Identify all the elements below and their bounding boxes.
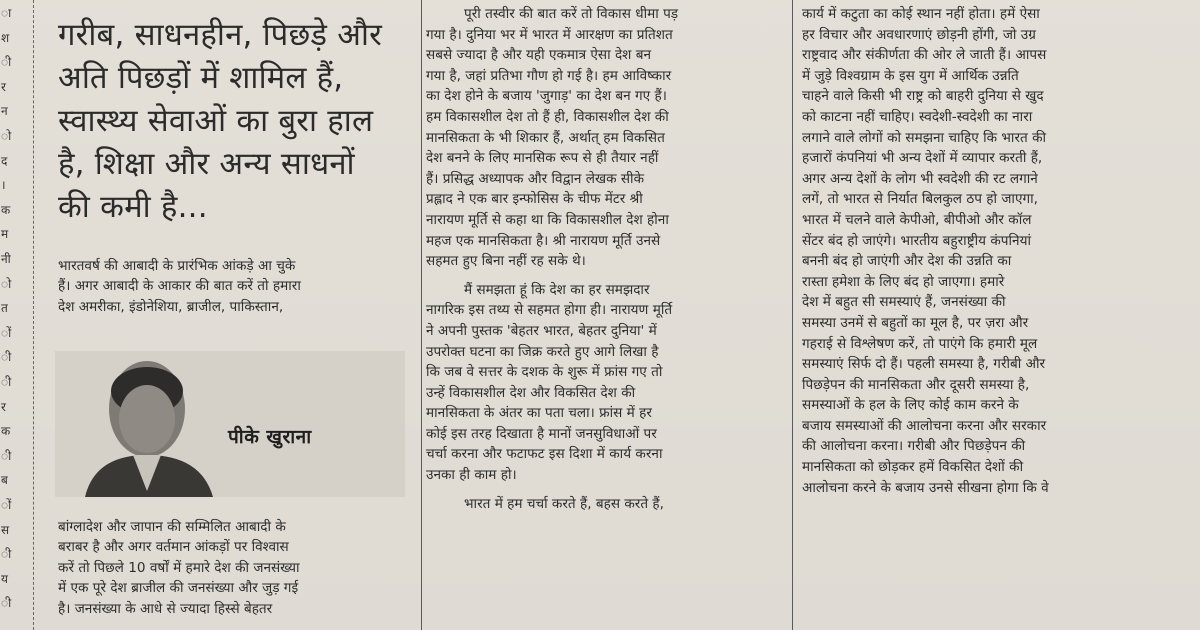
article-line: उपरोक्त घटना का जिक्र करते हुए आगे लिखा है — [426, 343, 659, 360]
article-line: ने अपनी पुस्तक 'बेहतर भारत, बेहतर दुनिया' में — [426, 322, 657, 339]
margin-char: य — [1, 571, 8, 586]
article-line: मानसिकता के भी शिकार हैं, अर्थात् हम विकसित — [426, 129, 665, 146]
article-line: भारत में हम चर्चा करते हैं, बहस करते हैं, — [464, 495, 664, 512]
margin-char: त — [1, 301, 8, 316]
margin-char: । — [1, 178, 6, 193]
article-line: में एक पूरे देश ब्राजील की जनसंख्या और जुड़ गई — [58, 580, 299, 597]
article-line: बराबर है और अगर वर्तमान आंकड़ों पर विश्वास — [58, 539, 289, 556]
article-column-3 — [802, 4, 1164, 498]
margin-char: न — [1, 104, 8, 119]
article-line: हैं। प्रसिद्ध अध्यापक और विद्वान लेखक सीके — [426, 170, 645, 187]
article-line: देश बनने के लिए मानसिक रूप से ही तैयार नहीं — [426, 150, 659, 167]
paragraph — [426, 4, 784, 272]
column-divider — [792, 0, 793, 630]
margin-char: ो — [1, 276, 12, 291]
margin-char: ों — [1, 325, 12, 340]
article-line: भारतवर्ष की आबादी के प्रारंभिक आंकड़े आ चुके — [58, 258, 296, 274]
margin-char: म — [1, 227, 9, 242]
margin-char: श — [1, 30, 10, 45]
paragraph — [802, 4, 1164, 498]
article-line: में जुड़े विश्वग्राम के इस युग में आर्थिक उन्नति — [802, 67, 1019, 84]
article-line: हर विचार और अवधारणाएं छोड़नी होंगी, जो उग्र — [802, 26, 1036, 43]
article-line: चर्चा करना और फटाफट इस दिशा में कार्य करना — [426, 446, 663, 463]
article-line: करें तो पिछले 10 वर्षों में हमारे देश की जनसंख्या — [58, 559, 300, 576]
article-column-2 — [426, 4, 784, 514]
margin-char: द — [1, 153, 8, 168]
article-line: उनका ही काम हो। — [426, 467, 517, 484]
column-divider — [421, 0, 422, 630]
article-line: गहराई से विश्लेषण करें, तो पाएंगे कि हमारी मूल — [802, 335, 1038, 352]
margin-char: र — [1, 399, 6, 414]
pull-quote-line: है, शिक्षा और अन्य साधनों — [58, 146, 355, 182]
article-line: देश में बहुत सी समस्याएं हैं, जनसंख्या की — [802, 294, 1006, 311]
margin-char: ी — [1, 350, 12, 365]
article-continuation — [58, 517, 408, 619]
margin-char: ी — [1, 55, 12, 70]
article-line: हजारों कंपनियां भी अन्य देशों में व्यापार करती हैं, — [802, 150, 1043, 167]
margin-char: स — [1, 522, 10, 537]
paragraph — [426, 280, 784, 486]
article-line: को काटना नहीं चाहिए। स्वदेशी-स्वदेशी का नारा — [802, 108, 1033, 125]
article-line: चाहने वाले किसी भी राष्ट्र को बाहरी दुनिया से खुद — [802, 88, 1044, 105]
margin-char: ी — [1, 375, 12, 389]
column-divider — [33, 0, 35, 630]
margin-char: ब — [1, 473, 8, 488]
margin-char: क — [1, 424, 11, 439]
article-line: महज एक मानसिकता है। श्री नारायण मूर्ति उनसे — [426, 232, 661, 249]
article-line: की आलोचना करना। गरीबी और पिछड़ेपन की — [802, 438, 1026, 455]
article-line: बननी बंद हो जाएंगी और देश की उन्नति का — [802, 253, 1012, 270]
article-line: भारत में चलने वाले केपीओ, बीपीओ और कॉल — [802, 211, 1032, 228]
margin-char: नी — [1, 252, 11, 266]
margin-char: ा — [1, 6, 12, 20]
article-line: हम विकासशील देश तो हैं ही, विकासशील देश की — [426, 108, 669, 125]
adjacent-column-fragment — [0, 0, 16, 630]
article-line: बजाय समस्याओं की आलोचना करना और सरकार — [802, 417, 1047, 434]
article-line: लगें, तो भारत से निर्यात बिलकुल ठप हो जाएगा, — [802, 191, 1038, 208]
article-line: गया है। दुनिया भर में भारत में आरक्षण का प्रतिशत — [426, 26, 673, 43]
margin-char: ो — [1, 129, 12, 143]
article-line: नारायण मूर्ति से कहा था कि विकासशील देश होना — [426, 211, 669, 228]
article-line: समस्याएं सिर्फ दो हैं। पहली समस्या है, गरीबी और — [802, 356, 1046, 373]
article-line: सबसे ज्यादा है और यही एकमात्र ऐसा देश बन — [426, 47, 652, 64]
article-line: रास्ता हमेशा के लिए बंद हो जाएगा। हमारे — [802, 273, 1005, 290]
article-intro — [58, 256, 408, 317]
article-line: समस्याओं के हल के लिए कोई काम करने के — [802, 397, 1019, 414]
article-line: अगर अन्य देशों के लोग भी स्वदेशी की रट लगाने — [802, 170, 1038, 187]
article-line: कि जब वे सत्तर के दशक के शुरू में फ्रांस गए तो — [426, 364, 663, 381]
article-line: सहमत हुए बिना नहीं रह सके थे। — [426, 253, 586, 270]
article-line: गया है, जहां प्रतिभा गौण हो गई है। हम आविष्कार — [426, 67, 672, 84]
article-line: कोई इस तरह दिखाता है मानों जनसुविधाओं पर — [426, 425, 657, 442]
pull-quote-line: स्वास्थ्य सेवाओं का बुरा हाल — [58, 103, 374, 139]
article-line: राष्ट्रवाद और संकीर्णता की ओर ले जाती हैं। आपस — [802, 47, 1047, 64]
article-line: पिछड़ेपन की मानसिकता और दूसरी समस्या है, — [802, 376, 1030, 393]
pull-quote-line: अति पिछड़ों में शामिल हैं, — [58, 60, 344, 96]
margin-char: र — [1, 79, 6, 94]
article-line: नागरिक इस तथ्य से सहमत होगा ही। नारायण मूर्ति — [426, 302, 673, 319]
article-line: बांग्लादेश और जापान की सम्मिलित आबादी के — [58, 519, 286, 535]
article-line: प्रह्लाद ने एक बार इन्फोसिस के चीफ मेंटर श्री — [426, 191, 643, 208]
article-line: उन्हें विकासशील देश और विकसित देश की — [426, 384, 636, 401]
article-line: पूरी तस्वीर की बात करें तो विकास धीमा पड़ — [464, 6, 679, 22]
paragraph — [426, 494, 784, 515]
article-line: लगाने वाले लोगों को समझना चाहिए कि भारत की — [802, 129, 1047, 146]
margin-char: ों — [1, 498, 12, 512]
margin-char: ी — [1, 596, 12, 611]
pull-quote-line: गरीब, साधनहीन, पिछड़े और — [58, 17, 383, 53]
article-line: का देश होने के बजाय 'जुगाड़' का देश बन गए हैं। — [426, 88, 667, 105]
article-line: हैं। अगर आबादी के आकार की बात करें तो हमारा — [58, 278, 301, 295]
margin-char: ी — [1, 448, 12, 463]
article-line: है। जनसंख्या के आधे से ज्यादा हिस्से बेहतर — [58, 600, 273, 617]
article-line: सेंटर बंद हो जाएंगे। भारतीय बहुराष्ट्रीय कंपनियां — [802, 232, 1032, 249]
margin-char: ी — [1, 547, 12, 562]
article-line: आलोचना करने के बजाय उनसे सीखना होगा कि वे — [802, 479, 1049, 496]
article-line: देश अमरीका, इंडोनेशिया, ब्राजील, पाकिस्तान, — [58, 298, 284, 315]
article-line: मैं समझता हूं कि देश का हर समझदार — [464, 281, 650, 298]
article-line: मानसिकता के अंतर का पता चला। फ्रांस में हर — [426, 405, 652, 422]
article-line: कार्य में कटुता का कोई स्थान नहीं होता। हमें ऐसा — [802, 6, 1040, 22]
article-line: समस्या उनमें से बहुतों का मूल है, पर ज़रा और — [802, 314, 1029, 331]
pull-quote-line: की कमी है... — [58, 189, 208, 225]
pull-quote — [58, 14, 418, 229]
article-line: मानसिकता को छोड़कर हमें विकसित देशों की — [802, 459, 1024, 476]
author-byline: पीके खुराना — [228, 426, 312, 448]
margin-char: क — [1, 202, 11, 217]
